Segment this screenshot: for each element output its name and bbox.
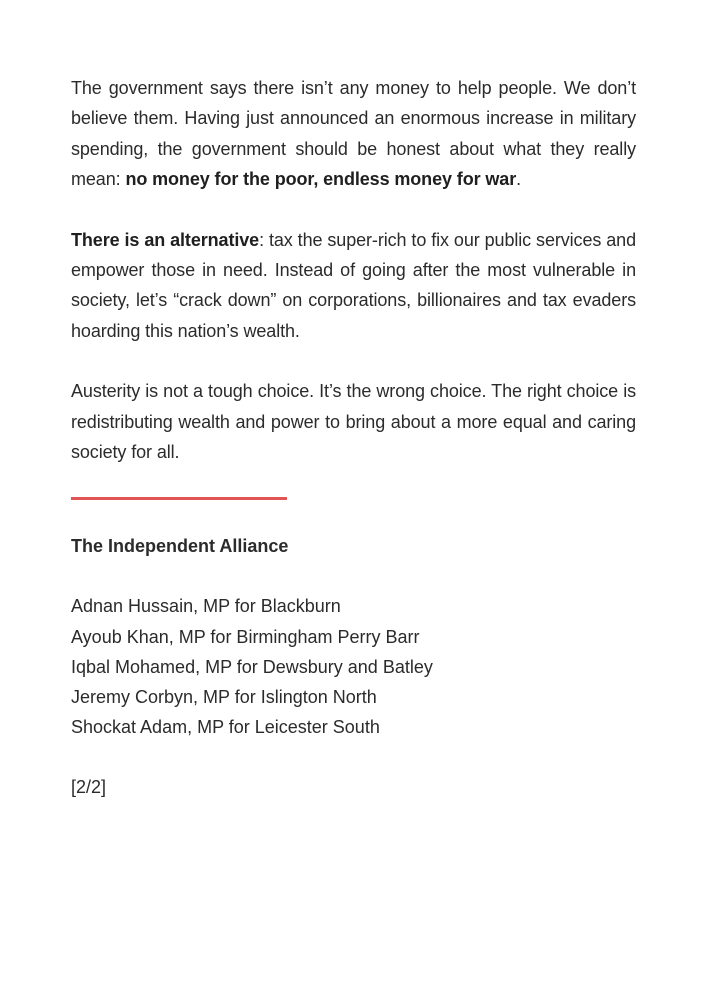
paragraph-1-emphasis: no money for the poor, endless money for war xyxy=(125,169,517,190)
signatory: Ayoub Khan, MP for Birmingham Perry Barr xyxy=(71,626,420,647)
paragraph-2 xyxy=(71,225,636,347)
signatory: Shockat Adam, MP for Leicester South xyxy=(71,717,380,738)
letter-page xyxy=(71,73,636,802)
paragraph-1 xyxy=(71,73,636,195)
signatory: Iqbal Mohamed, MP for Dewsbury and Batley xyxy=(71,656,433,677)
signatory-list xyxy=(71,591,636,742)
signatory: Adnan Hussain, MP for Blackburn xyxy=(71,596,341,617)
signatory: Jeremy Corbyn, MP for Islington North xyxy=(71,687,377,708)
paragraph-1-end: . xyxy=(516,169,522,190)
paragraph-2-text: : tax the super-rich to fix our public services and empower those in need. Instead of going after the most vulnerable in society, let’s “crack down” on corporations, billionaires and tax evaders hoarding this nation’s wealth. xyxy=(71,229,636,341)
group-name: The Independent Alliance xyxy=(71,536,289,557)
paragraph-2-emphasis: There is an alternative xyxy=(71,229,260,250)
section-divider xyxy=(71,497,287,500)
paragraph-3-text: Austerity is not a tough choice. It’s the wrong choice. The right choice is redistributing wealth and power to bring about a more equal and caring society for all. xyxy=(71,381,636,463)
paragraph-1-text: The government says there isn’t any money to help people. We don’t believe them. Having just announced an enormous increase in military spending, the government should be honest about what they really mean: xyxy=(71,78,636,190)
paragraph-3 xyxy=(71,376,636,467)
page-marker: [2/2] xyxy=(71,777,107,798)
